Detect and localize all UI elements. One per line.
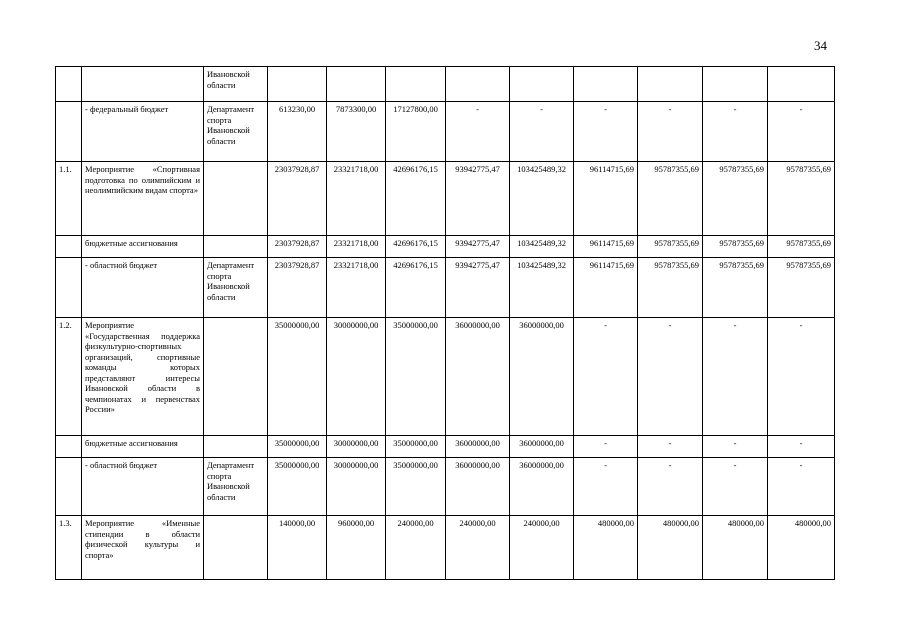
row-name-cell: - федеральный бюджет bbox=[82, 102, 204, 162]
row-index-cell: 1.3. bbox=[56, 516, 82, 580]
row-executor-cell: Департамент спорта Ивановской области bbox=[204, 258, 268, 318]
row-value-cell: - bbox=[703, 318, 768, 436]
row-name-cell: - областной бюджет bbox=[82, 458, 204, 516]
row-value-cell: 93942775,47 bbox=[446, 162, 510, 236]
row-value-cell: - bbox=[510, 102, 574, 162]
page-number: 34 bbox=[814, 38, 827, 53]
row-value-cell: 95787355,69 bbox=[703, 258, 768, 318]
table-row bbox=[56, 436, 835, 458]
row-value-cell: - bbox=[768, 458, 835, 516]
row-value-cell: 35000000,00 bbox=[386, 318, 446, 436]
table-row bbox=[56, 516, 835, 580]
row-value-cell: - bbox=[446, 102, 510, 162]
row-value-cell: 95787355,69 bbox=[638, 162, 703, 236]
row-value-cell: 35000000,00 bbox=[268, 436, 327, 458]
row-value-cell: - bbox=[703, 102, 768, 162]
row-value-cell: 36000000,00 bbox=[446, 318, 510, 436]
row-name-cell: бюджетные ассигнования bbox=[82, 436, 204, 458]
row-value-cell bbox=[268, 67, 327, 102]
row-value-cell: 95787355,69 bbox=[638, 258, 703, 318]
row-value-cell: 95787355,69 bbox=[768, 162, 835, 236]
row-index-cell bbox=[56, 236, 82, 258]
row-value-cell: 613230,00 bbox=[268, 102, 327, 162]
row-executor-cell: Ивановской области bbox=[204, 67, 268, 102]
row-value-cell: 17127800,00 bbox=[386, 102, 446, 162]
row-value-cell: - bbox=[768, 318, 835, 436]
row-value-cell: 140000,00 bbox=[268, 516, 327, 580]
row-index-cell bbox=[56, 258, 82, 318]
row-value-cell: 95787355,69 bbox=[638, 236, 703, 258]
row-value-cell: 240000,00 bbox=[386, 516, 446, 580]
row-value-cell: 36000000,00 bbox=[510, 436, 574, 458]
row-value-cell bbox=[703, 67, 768, 102]
row-value-cell: - bbox=[638, 458, 703, 516]
row-name-cell bbox=[82, 67, 204, 102]
row-value-cell: - bbox=[768, 102, 835, 162]
row-value-cell bbox=[768, 67, 835, 102]
row-value-cell: - bbox=[703, 436, 768, 458]
row-value-cell: 95787355,69 bbox=[703, 162, 768, 236]
row-name-cell: бюджетные ассигнования bbox=[82, 236, 204, 258]
budget-table bbox=[55, 66, 835, 580]
row-value-cell: 240000,00 bbox=[446, 516, 510, 580]
row-value-cell: 480000,00 bbox=[768, 516, 835, 580]
row-executor-cell bbox=[204, 318, 268, 436]
row-value-cell: 30000000,00 bbox=[327, 458, 386, 516]
row-value-cell: 42696176,15 bbox=[386, 236, 446, 258]
row-executor-cell bbox=[204, 516, 268, 580]
row-value-cell: 35000000,00 bbox=[386, 458, 446, 516]
row-value-cell: - bbox=[574, 458, 638, 516]
row-value-cell: 30000000,00 bbox=[327, 436, 386, 458]
row-value-cell bbox=[638, 67, 703, 102]
row-index-cell: 1.1. bbox=[56, 162, 82, 236]
table-row bbox=[56, 67, 835, 102]
row-value-cell bbox=[446, 67, 510, 102]
row-executor-cell bbox=[204, 436, 268, 458]
row-index-cell: 1.2. bbox=[56, 318, 82, 436]
row-value-cell: - bbox=[703, 458, 768, 516]
row-value-cell: 23037928,87 bbox=[268, 258, 327, 318]
row-value-cell: 96114715,69 bbox=[574, 258, 638, 318]
row-value-cell: - bbox=[768, 436, 835, 458]
row-index-cell bbox=[56, 436, 82, 458]
row-value-cell: - bbox=[638, 102, 703, 162]
row-value-cell: 480000,00 bbox=[638, 516, 703, 580]
row-executor-cell: Департамент спорта Ивановской области bbox=[204, 458, 268, 516]
row-value-cell bbox=[386, 67, 446, 102]
row-value-cell: 93942775,47 bbox=[446, 236, 510, 258]
table-row bbox=[56, 236, 835, 258]
row-value-cell: 35000000,00 bbox=[268, 458, 327, 516]
row-executor-cell: Департамент спорта Ивановской области bbox=[204, 102, 268, 162]
row-value-cell: 95787355,69 bbox=[768, 236, 835, 258]
row-value-cell: - bbox=[574, 102, 638, 162]
table-row bbox=[56, 318, 835, 436]
row-value-cell: 93942775,47 bbox=[446, 258, 510, 318]
row-value-cell: 960000,00 bbox=[327, 516, 386, 580]
row-value-cell: 23037928,87 bbox=[268, 162, 327, 236]
row-name-cell: - областной бюджет bbox=[82, 258, 204, 318]
row-index-cell bbox=[56, 458, 82, 516]
row-value-cell: 36000000,00 bbox=[446, 458, 510, 516]
row-value-cell: 95787355,69 bbox=[703, 236, 768, 258]
row-value-cell: - bbox=[638, 318, 703, 436]
row-value-cell bbox=[574, 67, 638, 102]
row-value-cell: 95787355,69 bbox=[768, 258, 835, 318]
row-value-cell: 35000000,00 bbox=[386, 436, 446, 458]
row-executor-cell bbox=[204, 162, 268, 236]
row-index-cell bbox=[56, 102, 82, 162]
row-value-cell: 42696176,15 bbox=[386, 258, 446, 318]
row-value-cell: 103425489,32 bbox=[510, 236, 574, 258]
row-executor-cell bbox=[204, 236, 268, 258]
row-value-cell: 96114715,69 bbox=[574, 236, 638, 258]
row-value-cell: - bbox=[638, 436, 703, 458]
row-value-cell: 23321718,00 bbox=[327, 162, 386, 236]
row-value-cell: 35000000,00 bbox=[268, 318, 327, 436]
row-value-cell: 96114715,69 bbox=[574, 162, 638, 236]
row-value-cell: 23321718,00 bbox=[327, 258, 386, 318]
row-value-cell: 36000000,00 bbox=[510, 458, 574, 516]
row-value-cell: 480000,00 bbox=[703, 516, 768, 580]
row-value-cell: 23037928,87 bbox=[268, 236, 327, 258]
row-value-cell: 103425489,32 bbox=[510, 162, 574, 236]
table-row bbox=[56, 162, 835, 236]
row-value-cell bbox=[510, 67, 574, 102]
row-value-cell: 240000,00 bbox=[510, 516, 574, 580]
row-value-cell: 23321718,00 bbox=[327, 236, 386, 258]
row-name-cell: Мероприятие «Государственная поддержка физкультурно-спортивных организаций, спортивные команды которых представляют интересы Ивановской области в чемпионатах и первенствах России» bbox=[82, 318, 204, 436]
row-value-cell: - bbox=[574, 318, 638, 436]
table-row bbox=[56, 258, 835, 318]
row-name-cell: Мероприятие «Именные стипендии в области физической культуры и спорта» bbox=[82, 516, 204, 580]
table-body bbox=[56, 67, 835, 580]
row-value-cell: 42696176,15 bbox=[386, 162, 446, 236]
row-value-cell: 480000,00 bbox=[574, 516, 638, 580]
row-value-cell: 36000000,00 bbox=[510, 318, 574, 436]
row-value-cell: - bbox=[574, 436, 638, 458]
row-name-cell: Мероприятие «Спортивная подготовка по олимпийским и неолимпийским видам спорта» bbox=[82, 162, 204, 236]
row-value-cell: 36000000,00 bbox=[446, 436, 510, 458]
row-value-cell: 7873300,00 bbox=[327, 102, 386, 162]
table-row bbox=[56, 458, 835, 516]
table-row bbox=[56, 102, 835, 162]
row-value-cell: 30000000,00 bbox=[327, 318, 386, 436]
row-value-cell: 103425489,32 bbox=[510, 258, 574, 318]
row-index-cell bbox=[56, 67, 82, 102]
row-value-cell bbox=[327, 67, 386, 102]
